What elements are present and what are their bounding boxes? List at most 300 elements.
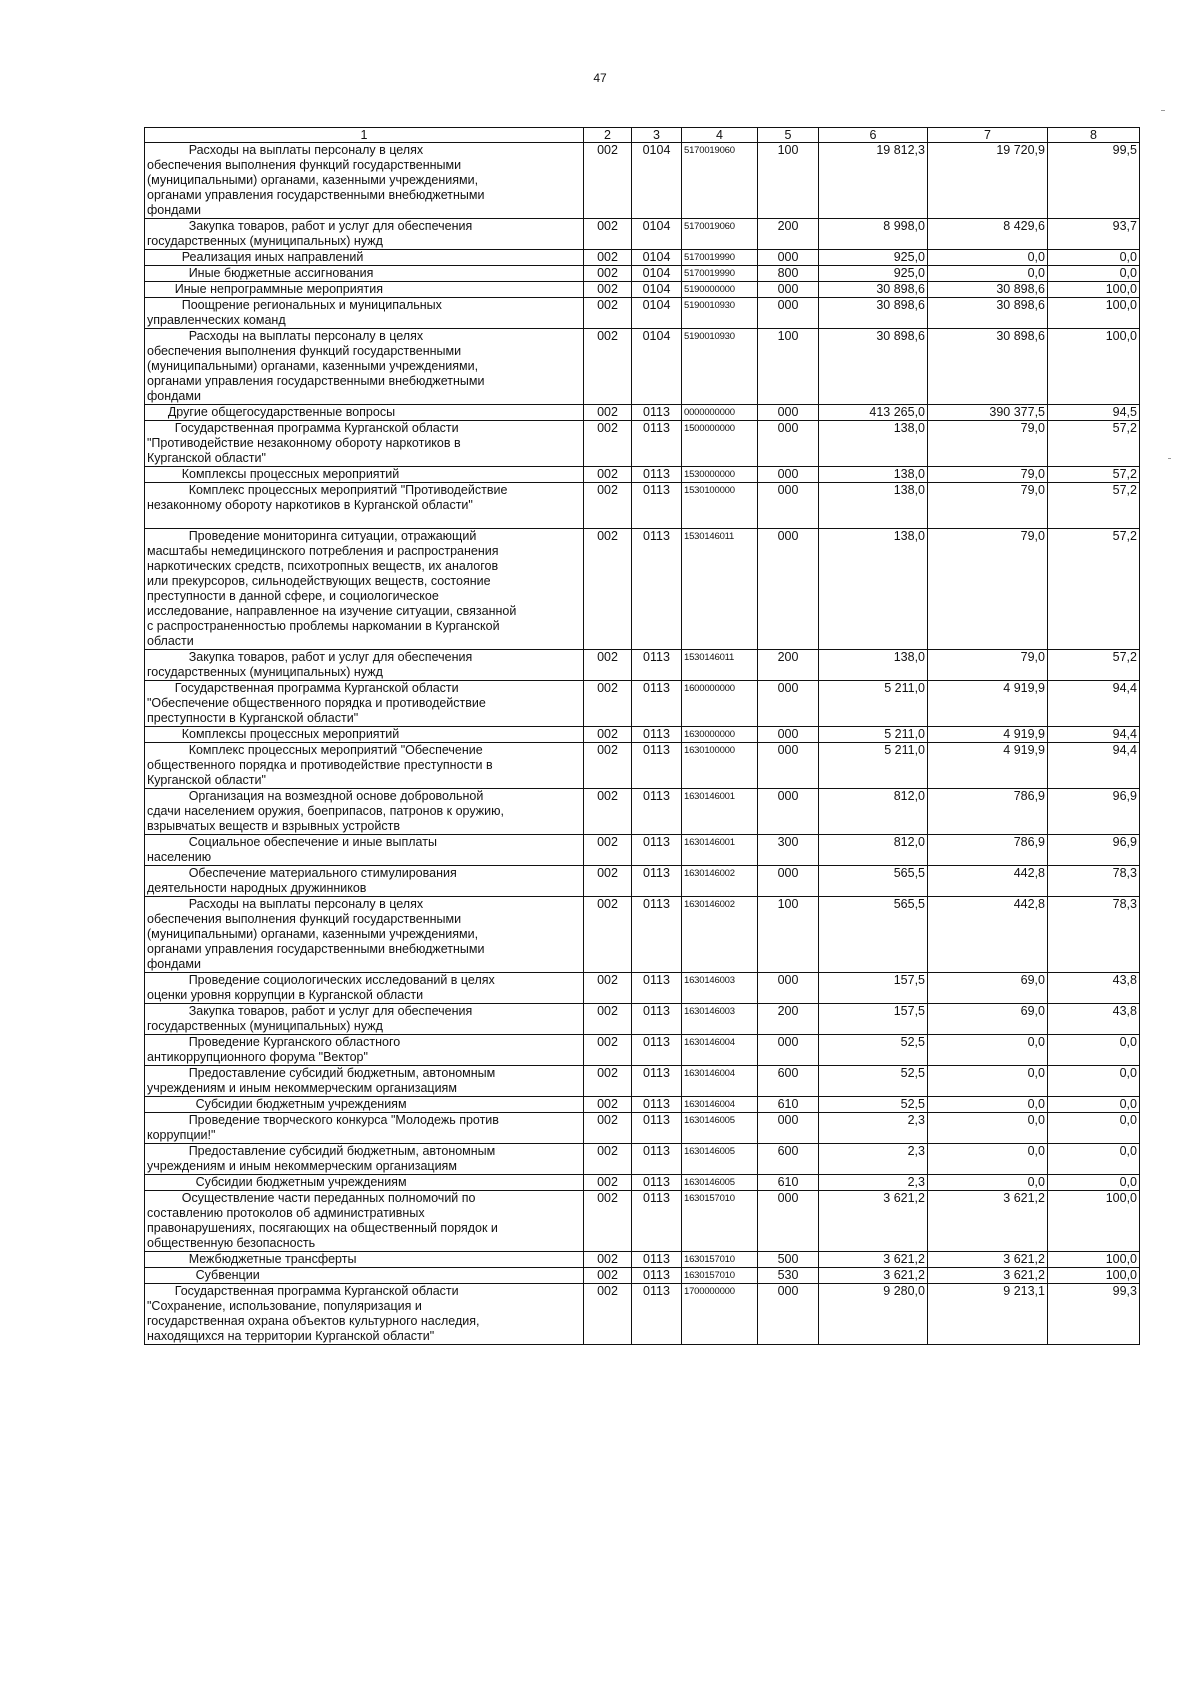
cell-execution-percent: 96,9 (1048, 789, 1140, 835)
cell-expense-type: 100 (758, 897, 819, 973)
cell-expense-type: 600 (758, 1144, 819, 1175)
cell-target-article: 1630146005 (682, 1175, 758, 1191)
cell-section-code: 0113 (632, 529, 682, 650)
cell-chapter-code: 002 (584, 282, 632, 298)
cell-planned-amount: 2,3 (819, 1175, 928, 1191)
cell-chapter-code: 002 (584, 405, 632, 421)
row-description: Социальное обеспечение и иные выплаты населению (145, 835, 584, 866)
table-row (145, 789, 1140, 835)
column-header: 8 (1048, 128, 1140, 143)
row-description: Комплексы процессных мероприятий (145, 727, 584, 743)
cell-target-article: 1630146001 (682, 835, 758, 866)
row-description: Реализация иных направлений (145, 250, 584, 266)
cell-target-article: 5190000000 (682, 282, 758, 298)
cell-section-code: 0113 (632, 650, 682, 681)
cell-section-code: 0113 (632, 1144, 682, 1175)
cell-execution-percent: 43,8 (1048, 973, 1140, 1004)
cell-expense-type: 000 (758, 529, 819, 650)
table-row (145, 1035, 1140, 1066)
table-header-row (145, 128, 1140, 143)
cell-planned-amount: 5 211,0 (819, 743, 928, 789)
cell-executed-amount: 30 898,6 (928, 329, 1048, 405)
cell-section-code: 0113 (632, 1097, 682, 1113)
cell-target-article: 1530146011 (682, 529, 758, 650)
cell-chapter-code: 002 (584, 329, 632, 405)
cell-execution-percent: 93,7 (1048, 219, 1140, 250)
cell-target-article: 1630157010 (682, 1191, 758, 1252)
cell-chapter-code: 002 (584, 1175, 632, 1191)
cell-expense-type: 800 (758, 266, 819, 282)
table-row (145, 266, 1140, 282)
cell-target-article: 5190010930 (682, 298, 758, 329)
cell-expense-type: 000 (758, 467, 819, 483)
table-row (145, 1191, 1140, 1252)
table-row (145, 143, 1140, 219)
table-row (145, 467, 1140, 483)
cell-target-article: 1700000000 (682, 1284, 758, 1345)
cell-section-code: 0113 (632, 1252, 682, 1268)
cell-section-code: 0113 (632, 1066, 682, 1097)
cell-planned-amount: 3 621,2 (819, 1252, 928, 1268)
cell-chapter-code: 002 (584, 727, 632, 743)
table-row (145, 1144, 1140, 1175)
cell-expense-type: 530 (758, 1268, 819, 1284)
cell-executed-amount: 79,0 (928, 529, 1048, 650)
cell-executed-amount: 390 377,5 (928, 405, 1048, 421)
cell-execution-percent: 100,0 (1048, 298, 1140, 329)
row-description: Комплекс процессных мероприятий "Противодействие незаконному обороту наркотиков в Курганской области" (145, 483, 584, 529)
cell-planned-amount: 5 211,0 (819, 681, 928, 727)
cell-chapter-code: 002 (584, 1035, 632, 1066)
cell-section-code: 0104 (632, 329, 682, 405)
cell-executed-amount: 0,0 (928, 1113, 1048, 1144)
cell-section-code: 0104 (632, 143, 682, 219)
cell-target-article: 1630146004 (682, 1097, 758, 1113)
cell-expense-type: 000 (758, 866, 819, 897)
cell-execution-percent: 0,0 (1048, 1144, 1140, 1175)
cell-executed-amount: 442,8 (928, 866, 1048, 897)
cell-target-article: 1630146002 (682, 897, 758, 973)
cell-expense-type: 000 (758, 405, 819, 421)
cell-chapter-code: 002 (584, 1284, 632, 1345)
cell-expense-type: 000 (758, 789, 819, 835)
cell-execution-percent: 94,5 (1048, 405, 1140, 421)
cell-chapter-code: 002 (584, 1268, 632, 1284)
cell-execution-percent: 94,4 (1048, 743, 1140, 789)
cell-chapter-code: 002 (584, 266, 632, 282)
cell-executed-amount: 69,0 (928, 973, 1048, 1004)
cell-executed-amount: 79,0 (928, 421, 1048, 467)
cell-expense-type: 000 (758, 1191, 819, 1252)
cell-executed-amount: 0,0 (928, 1097, 1048, 1113)
cell-execution-percent: 0,0 (1048, 1175, 1140, 1191)
row-description: Поощрение региональных и муниципальных управленческих команд (145, 298, 584, 329)
cell-executed-amount: 0,0 (928, 266, 1048, 282)
row-description: Субсидии бюджетным учреждениям (145, 1175, 584, 1191)
row-description: Расходы на выплаты персоналу в целях обеспечения выполнения функций государственными (муниципальными) органами, казенными учреждениями, органами управления государственными внебюджетными фондами (145, 143, 584, 219)
cell-executed-amount: 3 621,2 (928, 1268, 1048, 1284)
column-header: 7 (928, 128, 1048, 143)
cell-executed-amount: 4 919,9 (928, 743, 1048, 789)
cell-execution-percent: 94,4 (1048, 727, 1140, 743)
cell-expense-type: 000 (758, 1035, 819, 1066)
cell-expense-type: 100 (758, 329, 819, 405)
table-row (145, 483, 1140, 529)
cell-expense-type: 000 (758, 1113, 819, 1144)
cell-chapter-code: 002 (584, 835, 632, 866)
cell-planned-amount: 138,0 (819, 529, 928, 650)
cell-executed-amount: 79,0 (928, 483, 1048, 529)
cell-planned-amount: 3 621,2 (819, 1268, 928, 1284)
cell-section-code: 0113 (632, 897, 682, 973)
cell-target-article: 1600000000 (682, 681, 758, 727)
cell-expense-type: 000 (758, 298, 819, 329)
row-description: Комплекс процессных мероприятий "Обеспечение общественного порядка и противодействие преступности в Курганской области" (145, 743, 584, 789)
cell-expense-type: 200 (758, 650, 819, 681)
cell-chapter-code: 002 (584, 973, 632, 1004)
cell-planned-amount: 30 898,6 (819, 282, 928, 298)
cell-section-code: 0104 (632, 219, 682, 250)
cell-expense-type: 200 (758, 219, 819, 250)
cell-expense-type: 610 (758, 1175, 819, 1191)
cell-planned-amount: 138,0 (819, 650, 928, 681)
row-description: Закупка товаров, работ и услуг для обеспечения государственных (муниципальных) нужд (145, 650, 584, 681)
cell-section-code: 0113 (632, 1284, 682, 1345)
cell-execution-percent: 100,0 (1048, 1191, 1140, 1252)
cell-target-article: 5190010930 (682, 329, 758, 405)
column-header: 5 (758, 128, 819, 143)
cell-target-article: 1630157010 (682, 1268, 758, 1284)
cell-planned-amount: 565,5 (819, 897, 928, 973)
cell-execution-percent: 0,0 (1048, 266, 1140, 282)
cell-chapter-code: 002 (584, 250, 632, 266)
cell-section-code: 0113 (632, 405, 682, 421)
row-description: Проведение Курганского областного антикоррупционного форума "Вектор" (145, 1035, 584, 1066)
row-description: Расходы на выплаты персоналу в целях обеспечения выполнения функций государственными (муниципальными) органами, казенными учреждениями, органами управления государственными внебюджетными фондами (145, 897, 584, 973)
cell-section-code: 0113 (632, 1175, 682, 1191)
cell-execution-percent: 0,0 (1048, 1066, 1140, 1097)
cell-chapter-code: 002 (584, 1252, 632, 1268)
cell-planned-amount: 157,5 (819, 973, 928, 1004)
cell-executed-amount: 786,9 (928, 789, 1048, 835)
column-header: 2 (584, 128, 632, 143)
cell-chapter-code: 002 (584, 219, 632, 250)
cell-planned-amount: 138,0 (819, 483, 928, 529)
cell-section-code: 0104 (632, 266, 682, 282)
cell-target-article: 1500000000 (682, 421, 758, 467)
cell-target-article: 0000000000 (682, 405, 758, 421)
cell-executed-amount: 0,0 (928, 250, 1048, 266)
cell-chapter-code: 002 (584, 866, 632, 897)
cell-expense-type: 610 (758, 1097, 819, 1113)
cell-planned-amount: 812,0 (819, 789, 928, 835)
cell-target-article: 1530100000 (682, 483, 758, 529)
table-row (145, 743, 1140, 789)
table-row (145, 250, 1140, 266)
cell-execution-percent: 100,0 (1048, 282, 1140, 298)
cell-planned-amount: 9 280,0 (819, 1284, 928, 1345)
cell-chapter-code: 002 (584, 1004, 632, 1035)
cell-execution-percent: 0,0 (1048, 1097, 1140, 1113)
cell-section-code: 0104 (632, 298, 682, 329)
cell-executed-amount: 442,8 (928, 897, 1048, 973)
cell-expense-type: 000 (758, 743, 819, 789)
row-description: Предоставление субсидий бюджетным, автономным учреждениям и иным некоммерческим организациям (145, 1144, 584, 1175)
cell-execution-percent: 78,3 (1048, 866, 1140, 897)
cell-executed-amount: 4 919,9 (928, 681, 1048, 727)
cell-execution-percent: 0,0 (1048, 1113, 1140, 1144)
cell-section-code: 0113 (632, 743, 682, 789)
cell-planned-amount: 138,0 (819, 467, 928, 483)
table-row (145, 1268, 1140, 1284)
cell-planned-amount: 52,5 (819, 1066, 928, 1097)
cell-execution-percent: 57,2 (1048, 421, 1140, 467)
cell-target-article: 5170019060 (682, 143, 758, 219)
cell-executed-amount: 79,0 (928, 650, 1048, 681)
cell-section-code: 0113 (632, 866, 682, 897)
cell-expense-type: 000 (758, 973, 819, 1004)
cell-section-code: 0104 (632, 250, 682, 266)
scan-mark (1161, 110, 1165, 111)
table-row (145, 421, 1140, 467)
cell-planned-amount: 5 211,0 (819, 727, 928, 743)
cell-target-article: 1630100000 (682, 743, 758, 789)
row-description: Расходы на выплаты персоналу в целях обеспечения выполнения функций государственными (муниципальными) органами, казенными учреждениями, органами управления государственными внебюджетными фондами (145, 329, 584, 405)
table-row (145, 835, 1140, 866)
cell-target-article: 5170019990 (682, 266, 758, 282)
cell-execution-percent: 100,0 (1048, 1252, 1140, 1268)
cell-section-code: 0113 (632, 973, 682, 1004)
cell-planned-amount: 138,0 (819, 421, 928, 467)
table-row (145, 650, 1140, 681)
row-description: Субсидии бюджетным учреждениям (145, 1097, 584, 1113)
table-row (145, 973, 1140, 1004)
cell-target-article: 1530000000 (682, 467, 758, 483)
table-row (145, 282, 1140, 298)
cell-section-code: 0113 (632, 421, 682, 467)
cell-planned-amount: 19 812,3 (819, 143, 928, 219)
cell-execution-percent: 100,0 (1048, 1268, 1140, 1284)
cell-target-article: 1630000000 (682, 727, 758, 743)
cell-planned-amount: 3 621,2 (819, 1191, 928, 1252)
cell-target-article: 1630146001 (682, 789, 758, 835)
column-header: 6 (819, 128, 928, 143)
row-description: Государственная программа Курганской области "Противодействие незаконному обороту наркотиков в Курганской области" (145, 421, 584, 467)
cell-expense-type: 000 (758, 282, 819, 298)
cell-chapter-code: 002 (584, 1066, 632, 1097)
cell-planned-amount: 413 265,0 (819, 405, 928, 421)
cell-executed-amount: 3 621,2 (928, 1191, 1048, 1252)
cell-section-code: 0104 (632, 282, 682, 298)
cell-chapter-code: 002 (584, 143, 632, 219)
cell-target-article: 1630146004 (682, 1035, 758, 1066)
cell-executed-amount: 8 429,6 (928, 219, 1048, 250)
cell-chapter-code: 002 (584, 789, 632, 835)
cell-execution-percent: 57,2 (1048, 483, 1140, 529)
cell-planned-amount: 30 898,6 (819, 329, 928, 405)
cell-execution-percent: 100,0 (1048, 329, 1140, 405)
cell-target-article: 5170019060 (682, 219, 758, 250)
cell-target-article: 1630157010 (682, 1252, 758, 1268)
cell-execution-percent: 43,8 (1048, 1004, 1140, 1035)
cell-target-article: 1630146003 (682, 1004, 758, 1035)
cell-execution-percent: 57,2 (1048, 467, 1140, 483)
row-description: Государственная программа Курганской области "Обеспечение общественного порядка и противодействие преступности в Курганской области" (145, 681, 584, 727)
cell-executed-amount: 786,9 (928, 835, 1048, 866)
cell-executed-amount: 30 898,6 (928, 282, 1048, 298)
row-description: Осуществление части переданных полномочий по составлению протоколов об административных правонарушениях, посягающих на общественный порядок и общественную безопасность (145, 1191, 584, 1252)
row-description: Проведение мониторинга ситуации, отражающий масштабы немедицинского потребления и распространения наркотических средств, психотропных веществ, их аналогов или прекурсоров, сильнодействующих веществ, состояние преступности в данной сфере, и социологическое исследование, направленное на изучение ситуации, связанной с распространенностью проблемы наркомании в Курганской области (145, 529, 584, 650)
cell-planned-amount: 52,5 (819, 1035, 928, 1066)
row-description: Другие общегосударственные вопросы (145, 405, 584, 421)
cell-chapter-code: 002 (584, 897, 632, 973)
cell-section-code: 0113 (632, 1268, 682, 1284)
table-row (145, 529, 1140, 650)
cell-expense-type: 600 (758, 1066, 819, 1097)
cell-expense-type: 000 (758, 421, 819, 467)
cell-planned-amount: 812,0 (819, 835, 928, 866)
cell-execution-percent: 57,2 (1048, 529, 1140, 650)
table-row (145, 1252, 1140, 1268)
cell-executed-amount: 9 213,1 (928, 1284, 1048, 1345)
row-description: Комплексы процессных мероприятий (145, 467, 584, 483)
cell-chapter-code: 002 (584, 743, 632, 789)
cell-target-article: 1630146003 (682, 973, 758, 1004)
cell-chapter-code: 002 (584, 1113, 632, 1144)
cell-executed-amount: 19 720,9 (928, 143, 1048, 219)
table-row (145, 1284, 1140, 1345)
cell-execution-percent: 0,0 (1048, 1035, 1140, 1066)
table-row (145, 1113, 1140, 1144)
table-row (145, 405, 1140, 421)
cell-chapter-code: 002 (584, 421, 632, 467)
table-row (145, 681, 1140, 727)
row-description: Проведение творческого конкурса "Молодежь против коррупции!" (145, 1113, 584, 1144)
row-description: Иные бюджетные ассигнования (145, 266, 584, 282)
cell-executed-amount: 30 898,6 (928, 298, 1048, 329)
cell-chapter-code: 002 (584, 467, 632, 483)
cell-planned-amount: 565,5 (819, 866, 928, 897)
cell-expense-type: 200 (758, 1004, 819, 1035)
cell-chapter-code: 002 (584, 681, 632, 727)
cell-section-code: 0113 (632, 1191, 682, 1252)
cell-execution-percent: 78,3 (1048, 897, 1140, 973)
cell-expense-type: 000 (758, 681, 819, 727)
table-row (145, 727, 1140, 743)
scan-mark (1168, 458, 1171, 459)
cell-planned-amount: 30 898,6 (819, 298, 928, 329)
cell-planned-amount: 925,0 (819, 266, 928, 282)
row-description: Иные непрограммные мероприятия (145, 282, 584, 298)
table-row (145, 897, 1140, 973)
cell-target-article: 1630146005 (682, 1113, 758, 1144)
row-description: Субвенции (145, 1268, 584, 1284)
cell-planned-amount: 8 998,0 (819, 219, 928, 250)
cell-section-code: 0113 (632, 483, 682, 529)
column-header: 3 (632, 128, 682, 143)
cell-execution-percent: 99,5 (1048, 143, 1140, 219)
cell-expense-type: 100 (758, 143, 819, 219)
cell-executed-amount: 0,0 (928, 1144, 1048, 1175)
cell-target-article: 1530146011 (682, 650, 758, 681)
cell-expense-type: 300 (758, 835, 819, 866)
cell-expense-type: 000 (758, 483, 819, 529)
cell-target-article: 1630146004 (682, 1066, 758, 1097)
table-row (145, 219, 1140, 250)
row-description: Закупка товаров, работ и услуг для обеспечения государственных (муниципальных) нужд (145, 1004, 584, 1035)
cell-chapter-code: 002 (584, 483, 632, 529)
cell-chapter-code: 002 (584, 650, 632, 681)
table-row (145, 298, 1140, 329)
budget-table (144, 127, 1140, 1345)
cell-section-code: 0113 (632, 789, 682, 835)
cell-execution-percent: 0,0 (1048, 250, 1140, 266)
cell-expense-type: 000 (758, 1284, 819, 1345)
cell-execution-percent: 99,3 (1048, 1284, 1140, 1345)
cell-chapter-code: 002 (584, 1191, 632, 1252)
cell-target-article: 1630146005 (682, 1144, 758, 1175)
row-description: Проведение социологических исследований в целях оценки уровня коррупции в Курганской области (145, 973, 584, 1004)
cell-planned-amount: 52,5 (819, 1097, 928, 1113)
row-description: Обеспечение материального стимулирования деятельности народных дружинников (145, 866, 584, 897)
cell-chapter-code: 002 (584, 1097, 632, 1113)
table-row (145, 1097, 1140, 1113)
cell-executed-amount: 3 621,2 (928, 1252, 1048, 1268)
cell-section-code: 0113 (632, 681, 682, 727)
table-row (145, 866, 1140, 897)
table-row (145, 1175, 1140, 1191)
row-description: Закупка товаров, работ и услуг для обеспечения государственных (муниципальных) нужд (145, 219, 584, 250)
row-description: Организация на возмездной основе добровольной сдачи населением оружия, боеприпасов, патронов к оружию, взрывчатых веществ и взрывных устройств (145, 789, 584, 835)
cell-executed-amount: 0,0 (928, 1066, 1048, 1097)
cell-executed-amount: 4 919,9 (928, 727, 1048, 743)
column-header: 4 (682, 128, 758, 143)
cell-target-article: 5170019990 (682, 250, 758, 266)
cell-executed-amount: 79,0 (928, 467, 1048, 483)
cell-planned-amount: 2,3 (819, 1113, 928, 1144)
cell-executed-amount: 0,0 (928, 1175, 1048, 1191)
cell-section-code: 0113 (632, 835, 682, 866)
cell-section-code: 0113 (632, 467, 682, 483)
table-row (145, 1066, 1140, 1097)
cell-execution-percent: 94,4 (1048, 681, 1140, 727)
cell-expense-type: 000 (758, 727, 819, 743)
cell-planned-amount: 157,5 (819, 1004, 928, 1035)
cell-section-code: 0113 (632, 1004, 682, 1035)
row-description: Межбюджетные трансферты (145, 1252, 584, 1268)
row-description: Государственная программа Курганской области "Сохранение, использование, популяризация и государственная охрана объектов культурного наследия, находящихся на территории Курганской области" (145, 1284, 584, 1345)
table-row (145, 1004, 1140, 1035)
column-header: 1 (145, 128, 584, 143)
cell-execution-percent: 57,2 (1048, 650, 1140, 681)
cell-target-article: 1630146002 (682, 866, 758, 897)
cell-planned-amount: 2,3 (819, 1144, 928, 1175)
cell-executed-amount: 69,0 (928, 1004, 1048, 1035)
cell-executed-amount: 0,0 (928, 1035, 1048, 1066)
cell-chapter-code: 002 (584, 529, 632, 650)
row-description: Предоставление субсидий бюджетным, автономным учреждениям и иным некоммерческим организациям (145, 1066, 584, 1097)
cell-chapter-code: 002 (584, 298, 632, 329)
cell-section-code: 0113 (632, 727, 682, 743)
cell-planned-amount: 925,0 (819, 250, 928, 266)
cell-expense-type: 000 (758, 250, 819, 266)
cell-execution-percent: 96,9 (1048, 835, 1140, 866)
cell-chapter-code: 002 (584, 1144, 632, 1175)
page-number: 47 (593, 71, 607, 85)
cell-section-code: 0113 (632, 1113, 682, 1144)
table-row (145, 329, 1140, 405)
cell-section-code: 0113 (632, 1035, 682, 1066)
